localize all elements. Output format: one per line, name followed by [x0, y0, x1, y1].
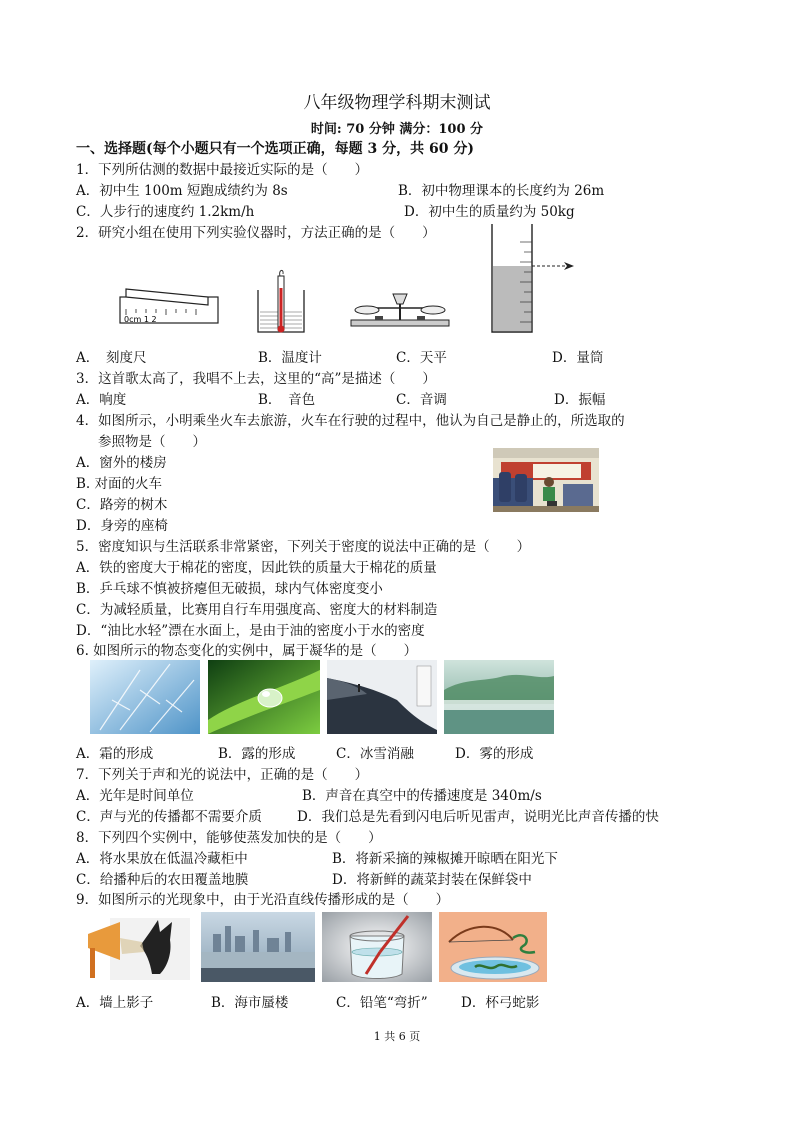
snow-melt-image: [327, 660, 437, 734]
fog-image: [444, 660, 554, 734]
q3-option-d: D．振幅: [554, 392, 606, 408]
q7-option-b: B．声音在真空中的传播速度是 340m/s: [302, 788, 542, 804]
q5-option-a: A．铁的密度大于棉花的密度，因此铁的质量大于棉花的质量: [76, 560, 437, 576]
question-5-stem: 5．密度知识与生活联系非常紧密，下列关于密度的说法中正确的是（ ）: [76, 539, 531, 555]
question-3-stem: 3．这首歌太高了，我唱不上去，这里的“高”是描述（ ）: [76, 371, 436, 387]
page-title: 八年级物理学科期末测试: [303, 93, 491, 113]
question-6-stem: 6. 如图所示的物态变化的实例中，属于凝华的是（ ）: [76, 643, 418, 659]
question-4-stem: 4．如图所示，小明乘坐火车去旅游，火车在行驶的过程中，他认为自己是静止的，所选取的: [76, 413, 625, 429]
q1-option-d: D．初中生的质量约为 50kg: [404, 204, 575, 220]
q4-option-a: A．窗外的楼房: [76, 455, 167, 471]
wall-shadow-image: [80, 912, 192, 982]
q1-option-a: A．初中生 100m 短跑成绩约为 8s: [76, 183, 288, 199]
question-7-stem: 7．下列关于声和光的说法中，正确的是（ ）: [76, 767, 369, 783]
q3-option-b: B． 音色: [258, 392, 316, 408]
bow-snake-image: [439, 912, 547, 982]
train-passenger-image: [493, 448, 599, 512]
q9-option-b: B．海市蜃楼: [211, 995, 289, 1011]
q5-option-d: D．“油比水轻”漂在水面上，是由于油的密度小于水的密度: [76, 623, 425, 639]
q8-option-c: C．给播种后的农田覆盖地膜: [76, 872, 249, 888]
q5-option-c: C．为减轻质量，比赛用自行车用强度高、密度大的材料制造: [76, 602, 438, 618]
dew-image: [208, 660, 320, 734]
page-number: 1 共 6 页: [373, 1030, 421, 1043]
question-1-stem: 1．下列所估测的数据中最接近实际的是（ ）: [76, 162, 369, 178]
mirage-image: [201, 912, 315, 982]
q7-option-a: A．光年是时间单位: [76, 788, 194, 804]
q3-option-c: C．音调: [396, 392, 447, 408]
q7-option-c: C．声与光的传播都不需要介质: [76, 809, 262, 825]
q7-option-d: D．我们总是先看到闪电后听见雷声，说明光比声音传播的快: [297, 809, 659, 825]
ruler-scale-label: 0cm 1 2: [124, 315, 157, 324]
q4-option-d: D．身旁的座椅: [76, 518, 168, 534]
q8-option-a: A．将水果放在低温冷藏柜中: [76, 851, 248, 867]
measuring-cylinder-figure: [486, 222, 576, 336]
q6-option-c: C．冰雪消融: [336, 746, 414, 762]
pencil-refraction-image: [322, 912, 432, 982]
exam-meta: 时间: 70 分钟 满分：100 分: [310, 122, 484, 137]
balance-scale-figure: [345, 290, 455, 330]
q6-option-b: B．露的形成: [218, 746, 296, 762]
q6-option-a: A．霜的形成: [76, 746, 154, 762]
thermometer-beaker-figure: [250, 268, 312, 338]
q8-option-d: D．将新鲜的蔬菜封装在保鲜袋中: [332, 872, 532, 888]
q9-option-d: D．杯弓蛇影: [461, 995, 540, 1011]
question-4-stem-cont: 参照物是（ ）: [98, 434, 206, 450]
q2-option-d: D．量筒: [552, 350, 604, 366]
ruler-figure: [112, 285, 222, 330]
q5-option-b: B．乒乓球不慎被挤瘪但无破损，球内气体密度变小: [76, 581, 383, 597]
question-9-stem: 9．如图所示的光现象中，由于光沿直线传播形成的是（ ）: [76, 892, 450, 908]
question-8-stem: 8．下列四个实例中，能够使蒸发加快的是（ ）: [76, 830, 382, 846]
q2-option-a: A． 刻度尺: [76, 350, 147, 366]
frost-image: [90, 660, 200, 734]
q8-option-b: B．将新采摘的辣椒摊开晾晒在阳光下: [332, 851, 558, 867]
q9-option-a: A．墙上影子: [76, 995, 154, 1011]
q6-option-d: D．雾的形成: [455, 746, 534, 762]
q2-option-b: B．温度计: [258, 350, 322, 366]
q2-option-c: C．天平: [396, 350, 447, 366]
question-2-stem: 2．研究小组在使用下列实验仪器时，方法正确的是（ ）: [76, 225, 436, 241]
q4-option-c: C．路旁的树木: [76, 497, 168, 513]
q1-option-b: B．初中物理课本的长度约为 26m: [398, 183, 605, 199]
q1-option-c: C．人步行的速度约 1.2km/h: [76, 204, 255, 220]
q4-option-b: B. 对面的火车: [76, 476, 163, 492]
q3-option-a: A．响度: [76, 392, 127, 408]
q9-option-c: C．铅笔“弯折”: [336, 995, 428, 1011]
section-heading: 一、选择题(每个小题只有一个选项正确，每题 3 分，共 60 分): [76, 141, 474, 157]
